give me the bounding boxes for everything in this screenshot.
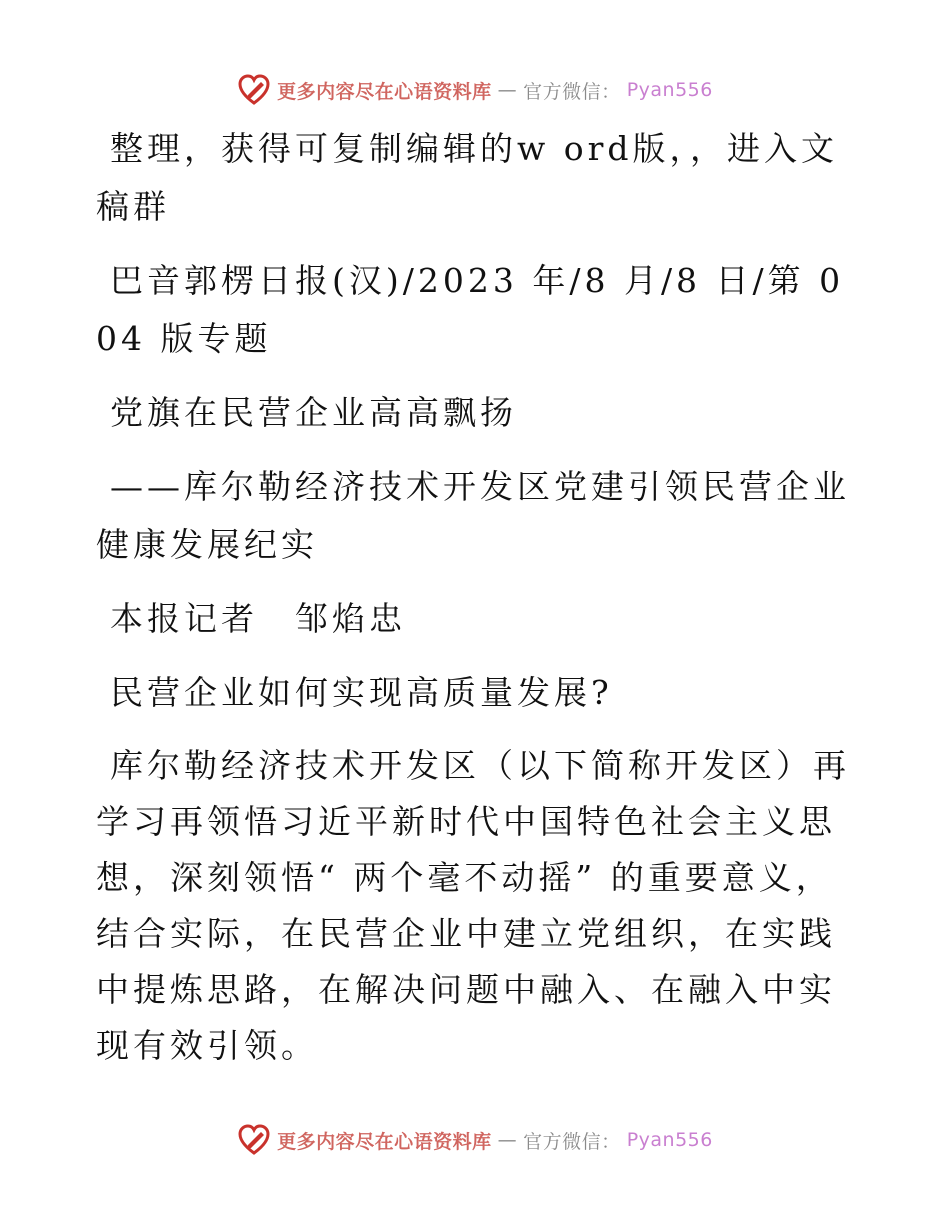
header-watermark <box>0 70 950 110</box>
watermark-contact-label: 官方微信： <box>523 1130 621 1153</box>
body-paragraph: 库尔勒经济技术开发区（以下简称开发区）再学习再领悟习近平新时代中国特色社会主义思想，深刻领悟“ 两个毫不动摇” 的重要意义，结合实际，在民营企业中建立党组织，在实践中提炼思路，在解决问题中融入、在融入中实现有效引领。 <box>96 746 850 1065</box>
heart-pen-logo-icon <box>237 73 271 107</box>
lead-question: 民营企业如何实现高质量发展? <box>110 673 613 712</box>
watermark-brand-text: 更多内容尽在心语资料库 <box>277 1130 492 1153</box>
article-title: 党旗在民营企业高高飘扬 <box>110 393 517 432</box>
watermark-separator: — <box>497 1129 518 1151</box>
watermark-contact-id: Pyan556 <box>626 79 713 101</box>
source-line: 巴音郭楞日报(汉)/2023 年/8 月/8 日/第 004 版专题 <box>96 261 845 358</box>
document-body <box>96 120 856 1090</box>
footer-watermark <box>0 1120 950 1160</box>
watermark-separator: — <box>497 79 518 101</box>
watermark-brand-text: 更多内容尽在心语资料库 <box>277 80 492 103</box>
heart-pen-logo-icon <box>237 1123 271 1157</box>
intro-paragraph: 整理，获得可复制编辑的w ord版，，进入文稿群 <box>96 129 839 226</box>
watermark-contact-label: 官方微信： <box>523 80 621 103</box>
article-subtitle: ——库尔勒经济技术开发区党建引领民营企业健康发展纪实 <box>96 467 850 564</box>
watermark-contact-id: Pyan556 <box>626 1129 713 1151</box>
byline: 本报记者 邹焰忠 <box>110 599 406 638</box>
